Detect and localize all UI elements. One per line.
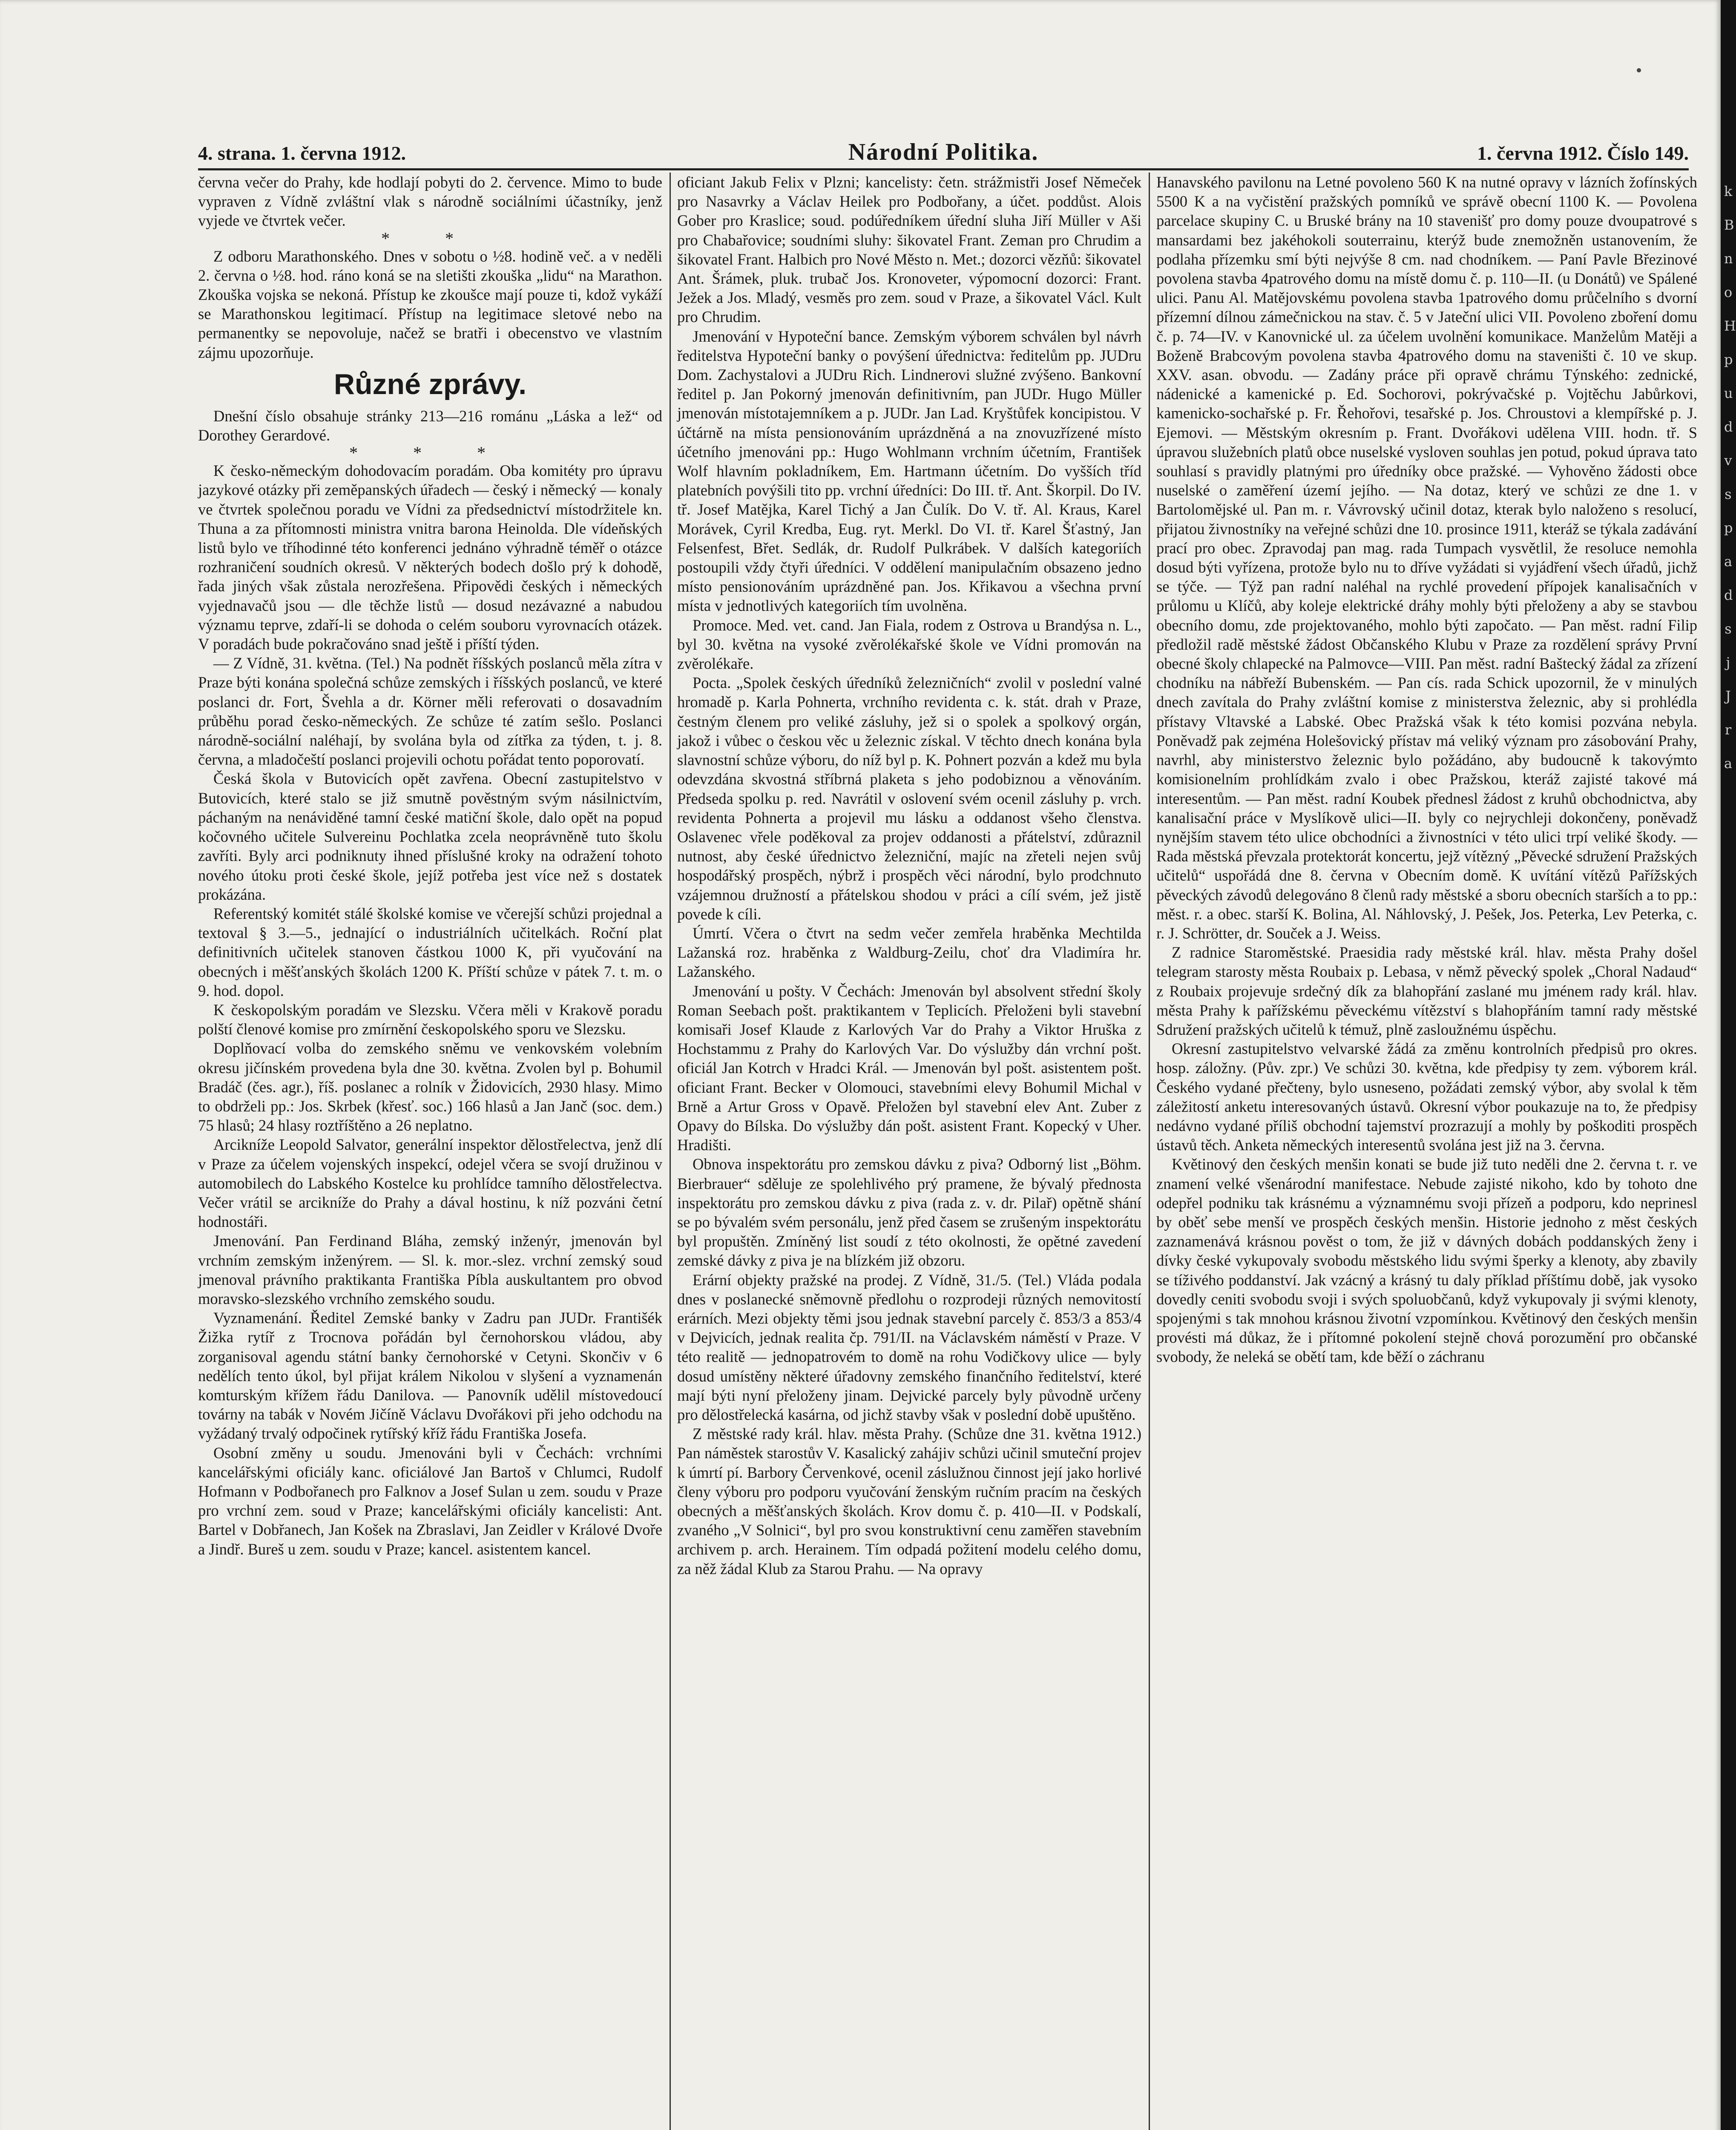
separator-stars: * * * <box>349 443 511 463</box>
article-paragraph: Osobní změny u soudu. Jmenováni byli v Čechách: vrchními kancelářskými oficiály kanc. oficiálové Jan Bartoš v Chlumci, Rudolf Hofmann v Podbořanech pro Falknov a Josef Sulan u zem. soudu v Praze pro vrchní zem. soud v Praze; kancelářskými oficiály kancelisti: Ant. Bartel v Dobřanech, Jan Košek na Zbraslavi, Jan Zeidler v Králové Dvoře a Jindř. Bureš u zem. soudu v Praze; kancel. asistentem kancel. <box>198 1444 662 1558</box>
article-paragraph: K českopolským poradám ve Slezsku. Včera měli v Krakově poradu polští členové komise pro zmírnění českopolského sporu ve Slezsku. <box>198 1001 662 1038</box>
header-page-date: 4. strana. 1. června 1912. <box>198 142 406 164</box>
margin-letter: a <box>1724 755 1733 771</box>
column-rule <box>1149 173 1150 2130</box>
article-paragraph: Okresní zastupitelstvo velvarské žádá za změnu kontrolních předpisů pro okres. hosp. záložny. (Pův. zpr.) Ve schůzi 30. května, kde předpisy ty zem. výborem král. Českého vydané přečteny, bylo usneseno, požádati zemský výbor, aby svolal k těm záležitostí anketu interesovaných ústavů. Okresní výbor poukazuje na to, že předpisy nedávno vydané příliš obchodní tajemství prozrazují a mohly by poškoditi prospěch ústavů těch. Anketa německých interesentů svolána jest již na 3. června. <box>1156 1040 1697 1154</box>
article-paragraph: — Z Vídně, 31. května. (Tel.) Na podnět říšských poslanců měla zítra v Praze býti konána společná schůze zemských i říšských poslanců, ve které poslanci dr. Fort, Švehla a dr. Körner měli referovati o dosavadním průběhu porad česko-německých. Ze schůze té zatím sešlo. Poslanci národně-sociální naléhají, by svolána byla od zítřka za týden, t. j. 8. června, a mladočeští poslanci projevili ochotu pořádat tento poporovatí. <box>198 654 662 769</box>
article-paragraph: Jmenování u pošty. V Čechách: Jmenován byl absolvent střední školy Roman Seebach pošt. praktikantem v Teplicích. Přeloženi byli stavební komisaři Josef Klaude z Karlových Var do Prahy a Viktor Hruška z Hochstammu z Prahy do Karlových Var. Do výslužby dán vrchní pošt. oficiál Jan Kotrch v Hradci Král. — Jmenován byl pošt. asistentem pošt. oficiant Frant. Becker v Olomouci, stavebními elevy Bohumil Michal v Brně a Artur Gross v Opavě. Přeložen byl stavební elev Ant. Zuber z Opavy do Bílska. Do výslužby dán pošt. asistent Frant. Kopecký v Uher. Hradišti. <box>677 982 1141 1154</box>
margin-letter: s <box>1725 486 1732 502</box>
margin-letter: H <box>1724 318 1736 334</box>
margin-letter: j <box>1726 654 1730 671</box>
article-paragraph: Česká škola v Butovicích opět zavřena. Obecní zastupitelstvo v Butovicích, které stalo se již smutně pověstným svým násilnictvím, páchaným na nenáviděné tamní české matiční škole, dalo opět na popud kočovného učitele Sulvereinu Pochlatka zcela neoprávněně tuto školu zavříti. Byly arci podniknuty ihned příslušné kroky na odražení tohoto nového útoku proti české škole, jejíž potřeba jest více než s dostatek prokázána. <box>198 770 662 903</box>
article-paragraph: Dnešní číslo obsahuje stránky 213—216 románu „Láska a lež“ od Dorothey Gerardové. <box>198 407 662 444</box>
header-date-issue: 1. června 1912. Číslo 149. <box>1477 142 1689 164</box>
article-paragraph: Referentský komitét stálé školské komise ve včerejší schůzi projednal a textoval § 3.—5., jednající o industriálních učitelkách. Roční plat definitivních učitelek stanoven částkou 1000 K, při vyučování na obecných i měšťanských školách 1200 K. Příští schůze v pátek 7. t. m. o 9. hod. dopol. <box>198 904 662 999</box>
article-paragraph: Arcikníže Leopold Salvator, generální inspektor dělostřelectva, jenž dlí v Praze za účelem vojenských inspekcí, odejel včera se svojí družinou v automobilech do Labského Kostelce ku prohlídce tamního dělostřelectva. Večer vrátil se arcikníže do Prahy a dával hostinu, k níž pozváni četní hodnostáři. <box>198 1136 662 1231</box>
column-1 <box>198 173 662 2130</box>
column-3 <box>1156 173 1697 2130</box>
article-paragraph: Pocta. „Spolek českých úředníků železničních“ zvolil v poslední valné hromadě p. Karla Pohnerta, vrchního revidenta c. k. stát. drah v Praze, čestným členem pro veliké zásluhy, jež si o spolek a spolkový orgán, jakož i vůbec o českou věc u železnic získal. V těchto dnech konána byla slavnostní schůze výboru, do níž byl p. K. Pohnert pozván a kdež mu byla odevzdána skvostná stříbrná plaketa s jeho podobiznou a věnováním. Předseda spolku p. red. Navrátil v oslovení svém ocenil zásluhy p. vrch. revidenta Pohnerta a projevil mu lásku a oddanost všeho členstva. Oslavenec vřele poděkoval za projev oddanosti a přátelství, zdůraznil nutnost, aby české úřednictvo železniční, majíc na zřeteli nejen svůj hospodářský prospěch, nýbrž i prospěch věci národní, bylo prodchnuto vzájemnou družností a přátelskou shodou v práci a cílí svém, jež jistě povede k cíli. <box>677 674 1141 923</box>
article-paragraph: K česko-německým dohodovacím poradám. Oba komitéty pro úpravu jazykové otázky při zeměpanských úřadech — český i německý — konaly ve čtvrtek společnou poradu ve Vídni za předsednictví místodržitele kn. Thuna a za přítomnosti ministra vnitra barona Heinolda. Dle vídeňských listů bylo ve tříhodinné této konferenci jednáno výhradně téměř o otázce rozhraničení soudních okresů. V některých bodech došlo prý k dohodě, řada jiných však zůstala nerozřešena. Připovědi českých i německých vyjednavačů jsou — dle těchže listů — dosud nezávazné a nabudou významu teprve, zdaří-li se dohoda o celém souboru vyrovnacích otázek. V poradách bude pokračováno snad ještě i příští týden. <box>198 462 662 653</box>
margin-letter: n <box>1724 250 1733 267</box>
article-paragraph: Vyznamenání. Ředitel Zemské banky v Zadru pan JUDr. Františék Žižka rytíř z Trocnova pořádán byl černohorskou vládou, aby zorganisoval agendu státní banky černohorské v Cetyni. Skončiv v 6 nedělích tento úkol, byl přijat králem Nikolou v slyšení a vyznamenán komturským křížem řádu Danilova. — Panovník udělil místovedoucí továrny na tabák v Novém Jičíně Václavu Dvořákovi při jeho odchodu na vyžádaný trvalý odpočinek rytířský kříž řádu Františka Josefa. <box>198 1309 662 1442</box>
article-paragraph: června večer do Prahy, kde hodlají pobyti do 2. července. Mimo to bude vypraven z Vídně zvláštní vlak s národně sociálními účastníky, jenž vyjede ve čtvrtek večer. <box>198 173 662 230</box>
article-paragraph: Hanavského pavilonu na Letné povoleno 560 K na nutné opravy v lázních žofínských 5500 K a na vyčistění pražských pomníků ve správě obecní 1100 K. — Povolena parcelace skupiny C. u Bruské brány na 10 stavenišť pro domy pouze dvoupatrové s mansardami bez jakéhokoli souterrainu, kterýž bude znemožněn ustanovením, že podlaha přízemku smí býti nejvýše 8 cm. nad chodníkem. — Paní Pavle Březinové povolena stavba 4patrového domu na místě domu č. p. 110—II. (u Donátů) ve Spálené ulici. Panu Al. Matějovskému povolena stavba 1patrového domu průčelního s dvorní přízemní dílnou zámečnickou na stav. č. 5 v Jateční ulici VII. Povoleno zboření domu č. p. 74—IV. v Kanovnické ul. za účelem uvolnění komunikace. Manželům Matěji a Boženě Brabcovým povolena stavba 4patrového domu na staveništi č. 10 ve skup. XXV. asan. obvodu. — Zadány práce při opravě chrámu Týnského: zednické, nádenické a kamenické p. Ed. Sochorovi, pokrývačské p. Vojtěchu Jabůrkovi, kamenicko-sochařské p. Fr. Řehořovi, tesařské p. Jos. Chroustovi a klempířské p. J. Ejemovi. — Městským okresním p. Frant. Dvořákovi udělena VIII. hodn. tř. S úpravou služebních platů obce nuselské vysloven souhlas jen potud, pokud úprava tato souhlasí s pravidly platnými pro úředníky obce pražské. — Vyhověno žádosti obce nuselské o zaměření území jejího. — Na dotaz, který ve schůzi ze dne 1. v Bartolomějské ul. Pan m. r. Vávrovský učinil dotaz, kterak bylo naloženo s resolucí, přijatou živnostníky na veřejné schůzi dne 10. prosince 1911, kteráž se týkala zadávání prací pro obec. Zpravodaj pan mag. rada Tumpach vysvětlil, že resoluce nemohla dosud býti vyřízena, protože bylo nu to dříve vyžádati si vyjádření všech úřadů, jichž se týče. — Týž pan radní naléhal na rychlé provedení přípojek kanalisačních v průlomu u Klíčů, aby koleje elektrické dráhy mohly býti přeloženy a aby se stavbou obecního domu, zde projektovaného, mohlo býti započato. — Pan měst. radní Filip předložil radě městské žádost Občanského Klubu v Praze za rozdělení správy První obecné školy chlapecké na Palmovce—VIII. Pan měst. radní Baštecký žádal za zřízení chodníku na nábřeží Bubenském. — Pan cís. rada Schick upozornil, že v minulých dnech zavítala do Prahy zvláštní komise z ministerstva železnic, aby si prohlédla přístavy Vltavské a Labské. Obec Pražská však k této komisi pozvána nebyla. Poněvadž pak zejména Holešovický přístav má veliký význam pro zásobování Prahy, navrhl, aby ministerstvo železnic bylo požádáno, aby budoucně k takovýmto komisionelním prohlídkám zvalo i obec Pražskou, kteráž zajisté takové má interesentům. — Pan měst. radní Koubek přednesl žádost z kruhů obchodnictva, aby kanalisační práce v Myslíkově ulici—II. byly co nejrychleji dokončeny, poněvadž nynějším stavem této ulice obchodníci a živnostníci v této ulici trpí veliké škody. — Rada městská převzala protektorát koncertu, jejž vítězný „Pěvecké sdružení Pražských učitelů“ uspořádá dne 8. června v Obecním domě. K uvítání vítězů Pařížských pěveckých závodů delegováno 8 členů rady městské a sboru obecních starších a to pp.: měst. r. a obec. starší K. Bolina, Al. Náhlovský, J. Pešek, Jos. Peterka, Lev Peterka, c. r. J. Schrötter, dr. Souček a J. Weiss. <box>1156 173 1697 942</box>
article-paragraph: Z odboru Marathonského. Dnes v sobotu o ½8. hodině več. a v neděli 2. června o ½8. hod. ráno koná se na sletišti zkouška „lidu“ na Marathon. Zkouška vojska se nekoná. Přístup ke zkoušce mají pouze ti, kdož vykáží se Marathonskou legitimací. Přístup na legitimace sletové nebo na permanentky se nepovoluje, načež se bratři i obecenstvo ve vlastním zájmu upozorňuje. <box>198 247 662 361</box>
margin-letter: d <box>1724 587 1733 603</box>
article-paragraph: Jmenování. Pan Ferdinand Bláha, zemský inženýr, jmenován byl vrchním zemským inženýrem. — Sl. k. mor.-slez. vrchní zemský soud jmenoval právního praktikanta Františka Píbla auskultantem pro obvod moravsko-slezského vrchního zemského soudu. <box>198 1232 662 1307</box>
margin-letter: k <box>1724 183 1733 199</box>
section-title: Různé zprávy. <box>333 368 527 400</box>
article-paragraph: Promoce. Med. vet. cand. Jan Fiala, rodem z Ostrova u Brandýsa n. L., byl 30. května na vysoké zvěrolékařské škole ve Vídni promován na zvěrolékaře. <box>677 616 1141 673</box>
margin-letter: B <box>1724 217 1734 233</box>
article-paragraph: oficiant Jakub Felix v Plzni; kancelisty: četn. strážmistři Josef Němeček pro Nasavrky a Václav Heilek pro Podbořany, a účet. poddůst. Alois Gober pro Kraslice; soud. podúředníkem úřední sluha Jiří Müller v Aši pro Chabařovice; soudními sluhy: šikovatel Frant. Zeman pro Chrudim a šikovatel Frant. Halbich pro Nové Město n. Met.; dozorci vězňů: šikovatel Ant. Šrámek, pluk. trubač Jos. Kronoveter, výpomocní dozorci: Frant. Ježek a Jos. Mladý, vesměs pro zem. soud v Praze, a šikovatel Václ. Kult pro Chrudim. <box>677 173 1141 326</box>
margin-letter: a <box>1724 553 1733 570</box>
margin-letter: u <box>1724 385 1733 401</box>
column-2 <box>677 173 1141 2130</box>
page-header <box>198 138 1689 170</box>
newspaper-title: Národní Politika. <box>848 139 1039 165</box>
article-paragraph: Doplňovací volba do zemského sněmu ve venkovském volebním okresu jičínském provedena byla dne 30. května. Zvolen byl p. Bohumil Bradáč (čes. agr.), říš. poslanec a rolník v Židovicích, 2930 hlasy. Mimo to obdrželi pp.: Jos. Skrbek (křesť. soc.) 166 hlasů a Jan Janč (soc. dem.) 75 hlasů; 24 hlasy roztříštěno a 26 neplatno. <box>198 1039 662 1134</box>
margin-letter: r <box>1725 722 1732 738</box>
margin-letter: p <box>1724 520 1733 536</box>
article-paragraph: Z radnice Staroměstské. Praesidia rady městské král. hlav. města Prahy došel telegram starosty města Roubaix p. Lebasa, v němž pěvecký spolek „Choral Nadaud“ z Roubaix projevuje srdečný dík za blahopřání zaslané mu jménem rady král. hlav. města Prahy k pařížskému pěveckému vítězství s blahopřáním tamní rady městské Sdružení pražských učitelů k témuž, plně zasloužnému úspěchu. <box>1156 944 1697 1038</box>
margin-letter: p <box>1724 351 1733 368</box>
article-paragraph: Květinový den českých menšin konati se bude již tuto neděli dne 2. června t. r. ve znamení velké všenárodní manifestace. Nebude zajisté nikoho, kdo by tohoto dne odepřel podniku tak krásnému a významnému svoji přízeň a podporu, kdo neprinesl by oběť sebe menší ve prospěch českých menšin. Historie jednoho z měst českých zaznamenává krásnou pověst o tom, že již v dávných dobách poddanských ženy i dívky české vykupovaly svobodu městského lidu svými šperky a klenoty, aby zbavily se tíživého poddanství. Jak vzácný a krásný tu daly příklad příštímu době, jak vysoko dovedly ceniti svobodu svoji i svých spoluobčanů, když vykupovaly ji svými klenoty, spojenými s tak mnohou krásnou životní vzpomínkou. Květinový den českých menšin provésti má důkaz, že i přítomné pokolení stejně chová porozumění pro občanské svobody, že neleká se obětí tam, kde běží o záchranu <box>1156 1155 1697 1366</box>
margin-letter: d <box>1724 419 1733 435</box>
ink-dot <box>1637 68 1641 72</box>
margin-letter: o <box>1724 284 1733 300</box>
article-paragraph: Úmrtí. Včera o čtvrt na sedm večer zemřela hraběnka Mechtilda Lažanská roz. hraběnka z Waldburg-Zeilu, choť dra Vladimíra hr. Lažanského. <box>677 924 1141 981</box>
article-paragraph: Jmenování v Hypoteční bance. Zemským výborem schválen byl návrh ředitelstva Hypoteční banky o povýšení úřednictva: ředitelům pp. JUDru Dom. Zachystalovi a JUDru Rich. Lindnerovi služné zvýšeno. Bankovní ředitel p. Jan Pokorný jmenován definitivním, pan JUDr. Hugo Müller jmenován místotajemníkem a p. JUDr. Jan Lad. Kryštůfek koncipistou. V účtárně na místa pensionováním uprázdněná a na znovuzřízené místo účetního jmenováni pp.: Hugo Wohlmann vrchním účetním, František Wolf hlavním pokladníkem, Em. Hartmann účetním. Do vyšších tříd platebních povýšili tito pp. vrchní úředníci: Do III. tř. Ant. Škorpil. Do IV. tř. Josef Matějka, Karel Tichý a Jan Čulík. Do V. tř. Al. Kraus, Karel Morávek, Cyril Kredba, Eug. ryt. Merkl. Do VI. tř. Karel Šťastný, Jan Felsenfest, Břet. Sedlák, dr. Rudolf Pulkrábek. V dalších kategoriích postoupili vždy čtyři úředníci. V oddělení manipulačním obsazeno jedno místo pensionováním uprázdněné pan. Jos. Křikavou a všechna první místa v jednotlivých kategoriích tím uvolněna. <box>677 327 1141 615</box>
column-rule <box>670 173 671 2130</box>
separator-stars: * * <box>381 228 479 248</box>
adjacent-page-margin <box>1724 175 1736 1453</box>
margin-letter: J <box>1725 688 1731 704</box>
margin-letter: v <box>1724 452 1732 469</box>
article-paragraph: Z městské rady král. hlav. města Prahy. (Schůze dne 31. května 1912.) Pan náměstek starostův V. Kasalický zahájiv schůzi učinil smuteční projev k úmrtí pí. Barbory Červenkové, ocenil záslužnou činnost její jako horlivé členy výboru pro podporu vyučování ženským ručním pracím na českých obecných a měšťanských školách. Krov domu č. p. 410—II. v Podskalí, zvaného „V Solnici“, byl pro svou konstruktivní cenu zaměřen stavebním archivem p. arch. Herainem. Tím odpadá požitení modelu celého domu, za něž žádal Klub za Starou Prahu. — Na opravy <box>677 1425 1141 1577</box>
margin-letter: s <box>1725 621 1732 637</box>
article-paragraph: Obnova inspektorátu pro zemskou dávku z piva? Odborný list „Böhm. Bierbrauer“ sděluje ze spolehlivého prý pramene, že bývalý přednosta inspektorátu pro zemskou dávku z piva (rada z. v. dr. Pilař) opětně shání se po bývalém svém personálu, jenž před časem se zrušeným inspektorátu byl propuštěn. Zmíněný list soudí z této okolnosti, že opětné zavedení zemské dávky z piva je na blízkém již obzoru. <box>677 1155 1141 1269</box>
article-paragraph: Erární objekty pražské na prodej. Z Vídně, 31./5. (Tel.) Vláda podala dnes v poslanecké sněmovně předlohu o rozprodeji různých nemovitostí erárních. Mezi objekty těmi jsou jednak stavební parcely č. 853/3 a 853/4 v Dejvicích, jednak realita čp. 791/II. na Václavském náměstí v Praze. V této realitě — jednopatrovém to domě na rohu Vodičkovy ulice — byly dosud umístěny některé úřadovny zemského finančního ředitelství, které mají býti nyní přeloženy jinam. Dejvické parcely byly původně určeny pro dělostřelecká kasárna, od jichž stavby však v poslední době upuštěno. <box>677 1271 1141 1423</box>
